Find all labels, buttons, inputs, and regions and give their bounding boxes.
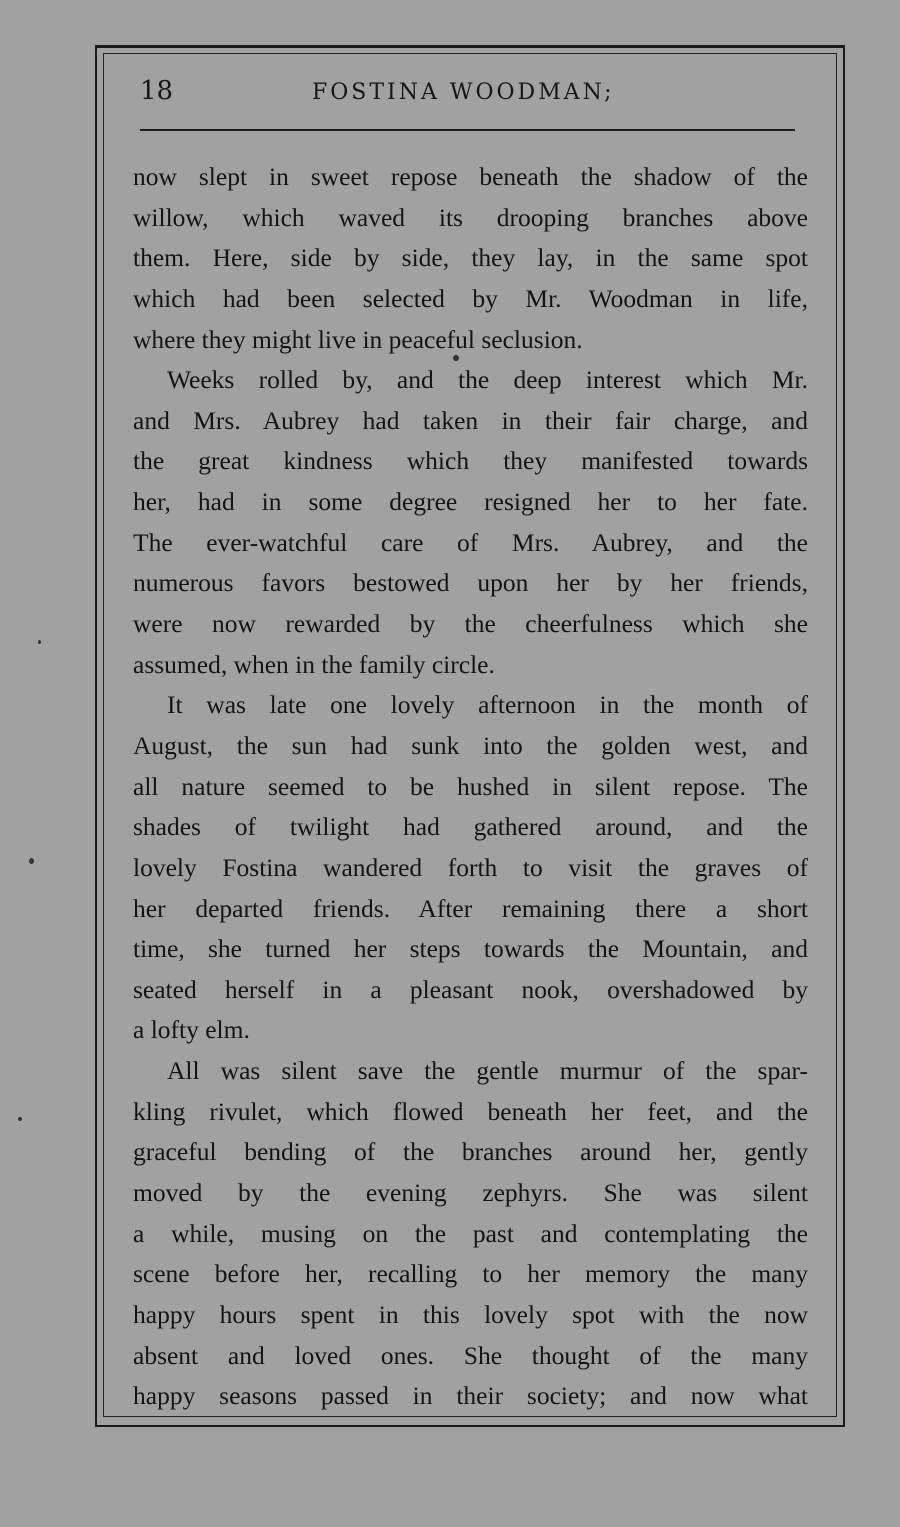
text-line: numerous favors bestowed upon her by her friends, xyxy=(133,568,808,598)
text-line: her, had in some degree resigned her to her fate. xyxy=(133,487,808,517)
text-line: which had been selected by Mr. Woodman in life, xyxy=(133,283,808,313)
text-line: time, she turned her steps towards the Mountain, and xyxy=(133,934,808,964)
paragraph-start-line: Weeks rolled by, and the deep interest which Mr. xyxy=(167,365,808,395)
text-line: August, the sun had sunk into the golden west, and xyxy=(133,730,808,760)
text-line: moved by the evening zephyrs. She was silent xyxy=(133,1178,808,1208)
page-number: 18 xyxy=(140,76,174,106)
text-line: a while, musing on the past and contemplating the xyxy=(133,1218,808,1248)
scan-speck xyxy=(453,355,459,361)
text-line: happy seasons passed in their society; and now what xyxy=(133,1381,808,1411)
text-line: her departed friends. After remaining there a short xyxy=(133,893,808,923)
text-line: where they might live in peaceful seclusion. xyxy=(133,324,583,354)
header-rule xyxy=(140,129,795,131)
text-line: assumed, when in the family circle. xyxy=(133,649,495,679)
text-line: The ever-watchful care of Mrs. Aubrey, and the xyxy=(133,527,808,557)
text-line: were now rewarded by the cheerfulness which she xyxy=(133,609,808,639)
running-title: FOSTINA WOODMAN; xyxy=(312,80,615,105)
paragraph-start-line: It was late one lovely afternoon in the month of xyxy=(167,690,808,720)
paragraph-start-line: All was silent save the gentle murmur of the spar- xyxy=(167,1056,808,1086)
scan-speck xyxy=(29,858,34,864)
text-line: now slept in sweet repose beneath the shadow of the xyxy=(133,162,808,191)
text-line: a lofty elm. xyxy=(133,1015,250,1045)
text-line: scene before her, recalling to her memory the many xyxy=(133,1259,808,1289)
text-line: all nature seemed to be hushed in silent repose. The xyxy=(133,771,808,801)
text-line: seated herself in a pleasant nook, overshadowed by xyxy=(133,974,808,1004)
text-line: absent and loved ones. She thought of the many xyxy=(133,1340,808,1370)
text-line: and Mrs. Aubrey had taken in their fair charge, and xyxy=(133,405,808,435)
text-line: willow, which waved its drooping branches above xyxy=(133,202,808,232)
text-line: lovely Fostina wandered forth to visit the graves of xyxy=(133,852,808,882)
text-line: happy hours spent in this lovely spot with the now xyxy=(133,1299,808,1329)
text-line: kling rivulet, which flowed beneath her feet, and the xyxy=(133,1096,808,1126)
text-line: graceful bending of the branches around her, gently xyxy=(133,1137,808,1167)
page-header xyxy=(132,74,808,110)
scan-speck xyxy=(38,640,41,644)
text-line: the great kindness which they manifested towards xyxy=(133,446,808,476)
scan-speck xyxy=(18,1117,22,1121)
body-text xyxy=(133,157,808,1417)
text-line: shades of twilight had gathered around, and the xyxy=(133,812,808,842)
text-line: them. Here, side by side, they lay, in the same spot xyxy=(133,243,808,273)
